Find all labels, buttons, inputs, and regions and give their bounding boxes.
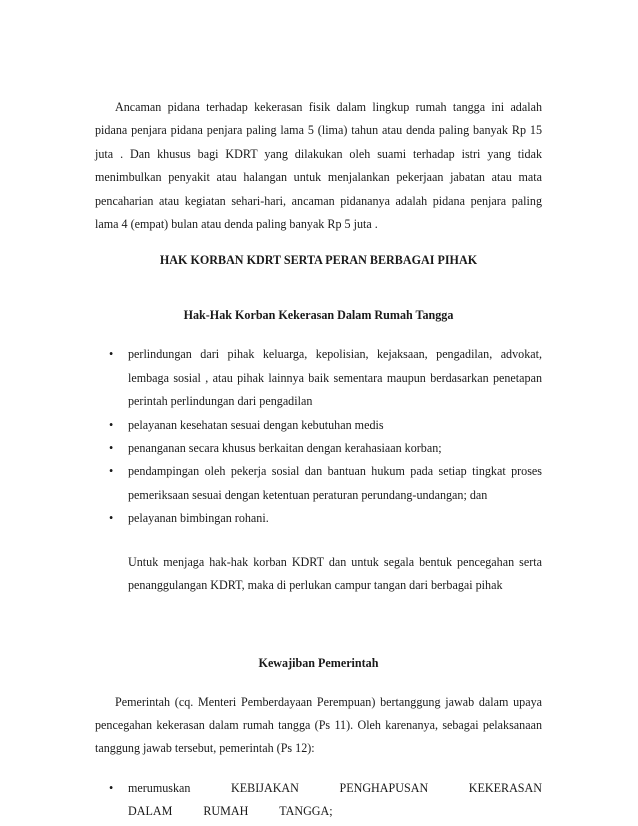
kewajiban-bullet-list (95, 777, 542, 824)
list-item-text: pelayanan bimbingan rohani. (128, 511, 269, 526)
list-item (95, 460, 542, 507)
list-item-text: perlindungan dari pihak keluarga, kepolisian, kejaksaan, pengadilan, advokat, lembaga sosial , atau pihak lainnya baik sementara maupun berdasarkan penetapan perintah perlindungan dari pengadilan (128, 347, 542, 409)
kewajiban-paragraph: Pemerintah (cq. Menteri Pemberdayaan Perempuan) bertanggung jawab dalam upaya pencegahan kekerasan dalam rumah tangga (Ps 11). Oleh karenanya, sebagai pelaksanaan tanggung jawab tersebut, pemerintah (Ps 12): (95, 694, 542, 756)
bullet-icon: • (109, 347, 114, 362)
intro-paragraph: Ancaman pidana terhadap kekerasan fisik dalam lingkup rumah tangga ini adalah pidana penjara pidana penjara paling lama 5 (lima) tahun atau denda paling banyak Rp 15 juta . Dan khusus bagi KDRT yang dilakukan oleh suami terhadap istri yang tidak menimbulkan penyakit atau halangan untuk menjalankan pekerjaan jabatan atau mata pencaharian atau kegiatan sehari-hari, ancaman pidananya adalah pidana penjara paling lama 4 (empat) bulan atau denda paling banyak Rp 5 juta . (95, 100, 542, 232)
hak-bullet-list (95, 343, 542, 530)
hak-section-heading: Hak-Hak Korban Kekerasan Dalam Rumah Tangga (183, 308, 454, 323)
bullet-icon: • (109, 441, 114, 456)
list-item (95, 343, 542, 413)
bullet-icon: • (109, 511, 114, 526)
bullet-icon: • (109, 464, 114, 479)
list-item (95, 437, 542, 460)
list-item (95, 414, 542, 437)
bullet-icon: • (109, 780, 114, 795)
list-item-text: merumuskan KEBIJAKAN PENGHAPUSAN KEKERASAN DALAM RUMAH TANGGA; (128, 780, 542, 819)
list-item-text: penanganan secara khusus berkaitan dengan kerahasiaan korban; (128, 441, 442, 456)
list-item (95, 507, 542, 530)
list-item-text: pendampingan oleh pekerja sosial dan bantuan hukum pada setiap tingkat proses pemeriksaan sesuai dengan ketentuan peraturan perundang-undangan; dan (128, 464, 542, 502)
document-page (95, 96, 542, 824)
hak-note-paragraph: Untuk menjaga hak-hak korban KDRT dan untuk segala bentuk pencegahan serta penanggulangan KDRT, maka di perlukan campur tangan dari berbagai pihak (128, 554, 542, 593)
main-heading: HAK KORBAN KDRT SERTA PERAN BERBAGAI PIHAK (159, 253, 478, 268)
list-item-text: pelayanan kesehatan sesuai dengan kebutuhan medis (128, 417, 384, 432)
kewajiban-section-heading: Kewajiban Pemerintah (258, 655, 379, 670)
list-item (95, 777, 542, 824)
bullet-icon: • (109, 417, 114, 432)
